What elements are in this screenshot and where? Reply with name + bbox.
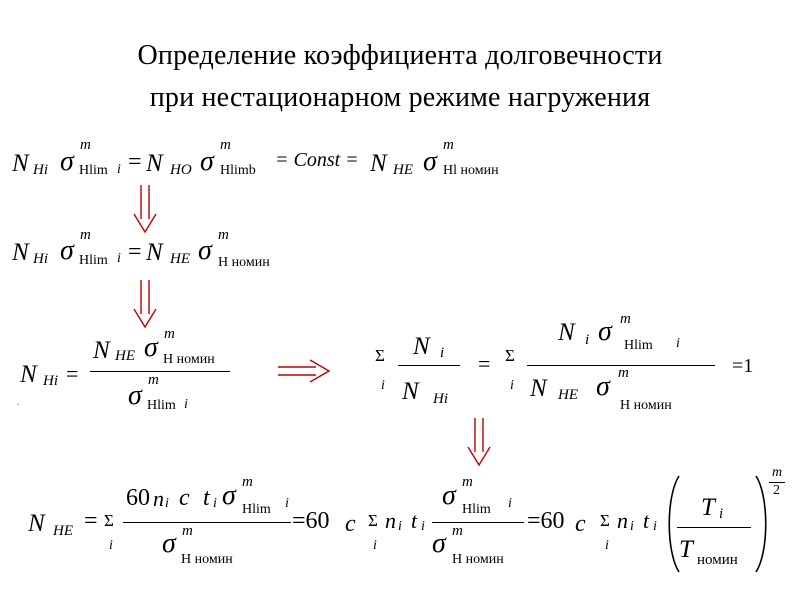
eq1-sigma2: σ [200, 146, 214, 177]
eq5-equals: = [84, 508, 98, 534]
eq5-t2: t [411, 508, 418, 533]
stray-dot: . [17, 397, 20, 408]
title-line-1: Определение коэффициента долговечности [137, 40, 663, 71]
eq1-N3: N [370, 150, 387, 177]
eq5-c2: c [575, 511, 586, 537]
right-parenthesis [752, 474, 772, 574]
eq5-num-c: c [179, 485, 190, 511]
double-arrow-down-icon [132, 183, 158, 235]
double-arrow-down-icon [132, 278, 158, 330]
eq3-num-N: N [93, 337, 110, 364]
eq3-equals: = [66, 361, 79, 386]
eq1-sup-m: m [80, 137, 91, 153]
eq5-T: T [701, 494, 715, 521]
eq5-den-sub-H-nomin: H номин [181, 552, 233, 567]
eq2-sub-i: i [117, 251, 121, 266]
eq5-sum2: Σ [368, 511, 378, 530]
eq4-den2-sup-m: m [618, 365, 629, 381]
eq5-sum2-index: i [373, 538, 377, 553]
eq4-equals-one: =1 [732, 355, 754, 377]
eq4-den2-N: N [530, 375, 547, 402]
eq5-fraction-bar-1 [123, 522, 291, 523]
eq5-T-nomin: T [679, 536, 693, 563]
eq3-num-sub-HE: HE [115, 348, 135, 364]
eq5-num-n-sub-i: i [165, 496, 169, 511]
eq2-N: N [12, 239, 29, 266]
eq1-sup-m2: m [220, 137, 231, 153]
eq3-den-sigma: σ [128, 380, 142, 411]
double-arrow-down-icon [466, 416, 492, 468]
eq1-sub-Hi: Hi [33, 162, 48, 178]
eq3-fraction-bar [90, 371, 230, 372]
eq5-exp-m: m [772, 465, 783, 480]
eq5-T-sub-i: i [719, 506, 724, 522]
eq4-den-N: N [402, 378, 419, 405]
eq5-fraction-bar-2 [432, 522, 524, 523]
eq2-sub-Hi: Hi [33, 251, 48, 267]
eq3-num-sub-H-nomin: H номин [163, 352, 215, 367]
eq2-sup-m2: m [218, 227, 229, 243]
eq5-num-sub-Hlim: Hlim [242, 502, 271, 517]
eq2-N2: N [146, 239, 163, 266]
eq4-den2-sigma: σ [596, 371, 610, 402]
eq5-num-60: 60 [126, 485, 150, 511]
eq4-num2-N: N [558, 319, 575, 346]
eq4-num2-sub-i: i [585, 332, 590, 348]
eq1-sub-Hlimb: Hlimb [220, 163, 256, 178]
eq1-N: N [12, 150, 29, 177]
eq5-num3-sup-m: m [462, 474, 473, 490]
eq2-sup-m: m [80, 227, 91, 243]
eq5-den3-sup-m: m [452, 523, 463, 539]
eq4-num2-sub-i2: i [676, 336, 680, 351]
eq5-sub-HE: HE [53, 523, 73, 539]
eq1-sigma3: σ [423, 146, 437, 177]
eq5-num-sigma: σ [222, 480, 236, 511]
eq2-sigma2: σ [198, 235, 212, 266]
eq5-n2: n [385, 508, 396, 533]
eq5-t3: t [643, 508, 650, 533]
eq4-den2-sub-HE: HE [558, 387, 578, 403]
eq5-n3: n [617, 508, 628, 533]
eq4-num2-sigma: σ [598, 316, 612, 347]
eq4-sum: Σ [375, 346, 385, 365]
eq2-sigma: σ [60, 235, 74, 266]
eq5-sum: Σ [104, 511, 114, 530]
eq3-num-sup-m: m [164, 326, 175, 342]
eq1-sub-i: i [117, 162, 121, 177]
eq1-sigma: σ [60, 146, 74, 177]
eq2-equals: = [128, 239, 142, 265]
eq5-den3-sub-H-nomin: H номин [452, 552, 504, 567]
eq1-sup-m3: m [443, 137, 454, 153]
eq4-num-N: N [413, 333, 430, 360]
eq3-den-sup-m: m [148, 372, 159, 388]
eq1-sub-Hlim: Hlim [79, 163, 108, 178]
eq5-sum3-index: i [605, 538, 609, 553]
eq1-const: = Const = [275, 149, 359, 171]
eq4-sum2: Σ [505, 346, 515, 365]
eq5-eq-60-2: =60 [527, 508, 565, 534]
eq5-fraction-bar-3 [677, 527, 751, 528]
eq5-num-n: n [153, 486, 164, 511]
eq5-T-sub-nomin: номин [697, 552, 738, 568]
eq5-sum-index: i [109, 538, 113, 553]
eq5-den-sup-m: m [182, 523, 193, 539]
eq5-N: N [28, 510, 45, 537]
eq4-den2-sub-H-nomin: H номин [620, 398, 672, 413]
eq3-num-sigma: σ [144, 332, 158, 363]
eq1-sub-HO: HO [170, 162, 192, 178]
eq4-num-sub-i: i [440, 345, 445, 361]
eq4-sum-index: i [381, 378, 385, 393]
eq3-sub-Hi: Hi [43, 373, 58, 389]
eq4-sum2-index: i [510, 378, 514, 393]
eq2-sub-HE: HE [170, 251, 190, 267]
eq5-num-sup-m: m [242, 474, 253, 490]
eq5-den-sigma: σ [162, 528, 176, 559]
eq1-N2: N [146, 150, 163, 177]
title-line-2: при нестационарном режиме нагружения [149, 82, 651, 113]
eq5-sum3: Σ [600, 511, 610, 530]
eq1-sub-HE: HE [393, 162, 413, 178]
eq4-num2-sub-Hlim: Hlim [624, 338, 653, 353]
eq3-den-sub-i: i [184, 397, 188, 412]
double-arrow-right-icon [276, 358, 332, 384]
eq1-sub-Hl-nomin: Hl номин [443, 163, 499, 178]
eq5-t2-sub-i: i [421, 519, 425, 534]
eq5-num-sub-i2: i [285, 496, 289, 511]
eq5-num-t-sub-i: i [213, 496, 217, 511]
eq5-num-t: t [203, 485, 210, 511]
eq3-N: N [20, 361, 37, 388]
eq5-num3-sub-i: i [508, 496, 512, 511]
eq5-eq-60: =60 [292, 508, 330, 534]
eq1-equals: = [128, 149, 142, 175]
eq5-num3-sub-Hlim: Hlim [462, 502, 491, 517]
eq4-equals: = [478, 351, 491, 376]
eq3-den-sub-Hlim: Hlim [147, 398, 176, 413]
eq4-num2-sup-m: m [620, 311, 631, 327]
eq4-den-sub-Hi: Hi [433, 391, 448, 407]
eq2-sub-H-nomin: H номин [218, 255, 270, 270]
eq5-n2-sub-i: i [398, 519, 402, 534]
eq5-exp-2: 2 [773, 483, 780, 498]
eq5-num3-sigma: σ [442, 480, 456, 511]
eq5-n3-sub-i: i [630, 519, 634, 534]
eq2-sub-Hlim: Hlim [79, 253, 108, 268]
eq4-fraction-bar-1 [398, 365, 460, 366]
eq5-den3-sigma: σ [432, 528, 446, 559]
eq5-t3-sub-i: i [653, 519, 657, 534]
eq5-c: c [345, 511, 356, 537]
